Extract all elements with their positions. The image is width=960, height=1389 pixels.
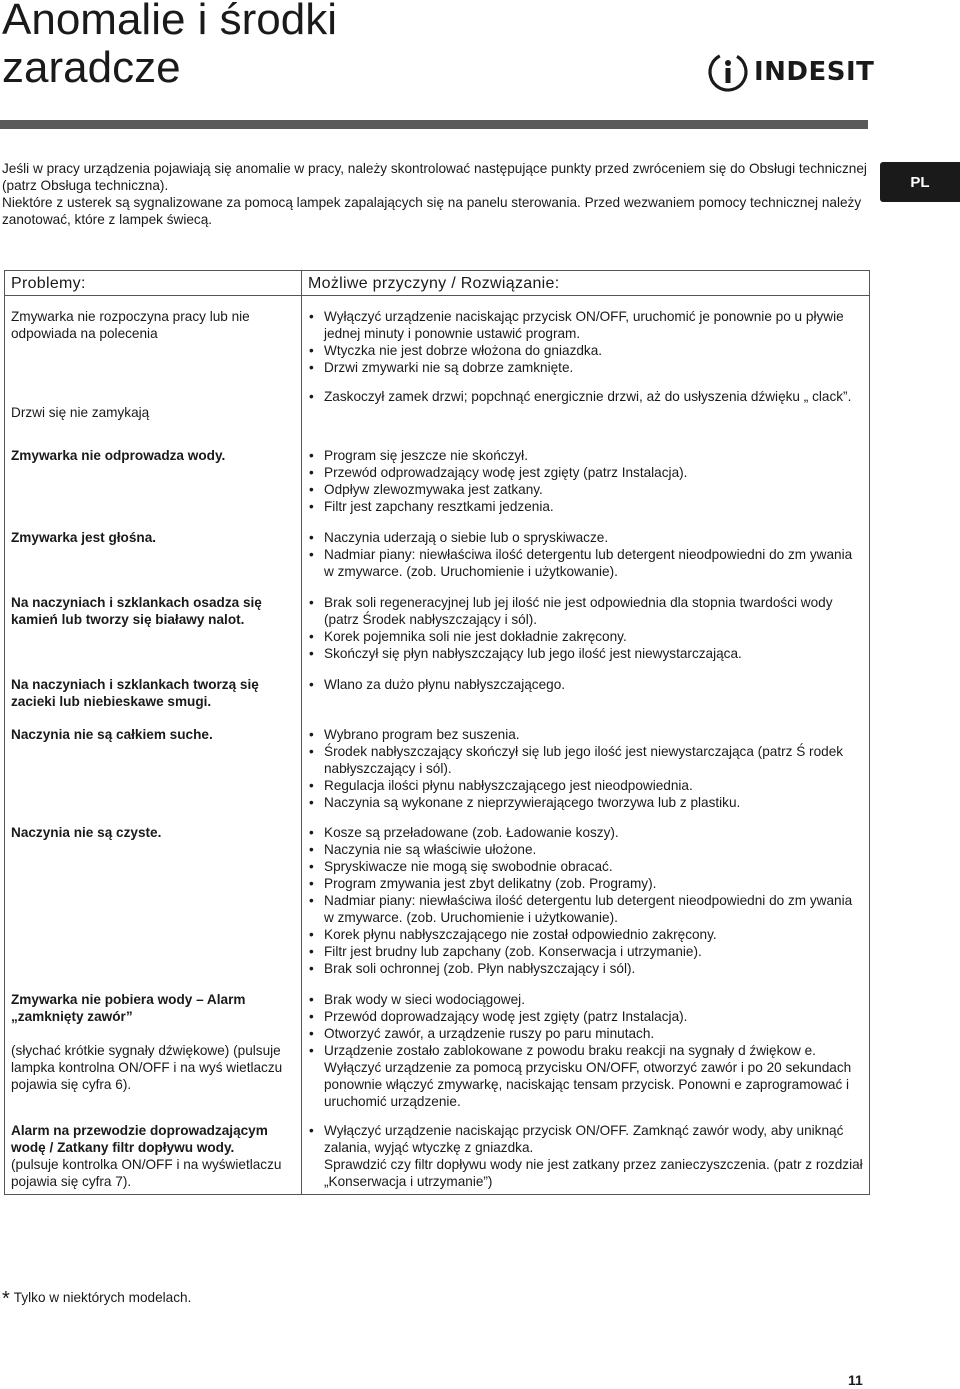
problem-cell [5, 714, 302, 812]
brand-name: INDESIT [754, 57, 875, 87]
solution-cell [302, 376, 870, 435]
intro-paragraph: Niektóre z usterek są sygnalizowane za pomocą lampek zapalających się na panelu sterowania. Przed wezwaniem pomocy technicznej należy zanotować, które z lampek świecą. [2, 195, 862, 227]
table-row [5, 977, 870, 1110]
solution-item: • Regulacja ilości płynu nabłyszczającego jest nieodpowiednia. [308, 777, 863, 794]
problem-cell [5, 812, 302, 977]
intro-text [2, 160, 872, 228]
solution-item: • Odpływ zlewozmywaka jest zatkany. [308, 481, 863, 498]
solution-item: • Przewód odprowadzający wodę jest zgięty (patrz Instalacja). [308, 464, 863, 481]
problem-text: Na naczyniach i szklankach osadza się kamień lub tworzy się białawy nalot. [11, 595, 262, 627]
solution-item: • Drzwi zmywarki nie są dobrze zamknięte. [308, 359, 863, 376]
solution-item: Sprawdzić czy filtr dopływu wody nie jest zatkany przez zanieczyszczenia. (patr z rozdział „Konserwacja i utrzymanie”) [324, 1157, 863, 1189]
page-title [2, 0, 337, 92]
solution-item: • Filtr jest brudny lub zapchany (zob. Konserwacja i utrzymanie). [308, 943, 863, 960]
solution-cell [302, 435, 870, 517]
problem-text: Naczynia nie są całkiem suche. [11, 727, 213, 742]
header-divider [0, 120, 868, 129]
troubleshooting-table [4, 270, 870, 1195]
solution-cell [302, 714, 870, 812]
table-row [5, 580, 870, 662]
table-row [5, 376, 870, 435]
column-header-solutions: Możliwe przyczyny / Rozwiązanie: [302, 271, 870, 296]
page-title-line-1: Anomalie i środki [2, 0, 338, 44]
solution-item: • Brak wody w sieci wodociągowej. [308, 991, 863, 1008]
problem-cell [5, 580, 302, 662]
indesit-logo-icon [706, 50, 750, 94]
problem-text: Naczynia nie są czyste. [11, 825, 162, 840]
table-row [5, 435, 870, 517]
solution-item: • Brak soli regeneracyjnej lub jej ilość nie jest odpowiednia dla stopnia twardości wody (patrz Środek nabłyszczający i sól). [308, 594, 863, 628]
solution-item: • Naczynia uderzają o siebie lub o spryskiwacze. [308, 529, 863, 546]
problem-cell [5, 1110, 302, 1194]
solution-item: • Program się jeszcze nie skończył. [308, 447, 863, 464]
solution-item: • Brak soli ochronnej (zob. Płyn nabłyszczający i sól). [308, 960, 863, 977]
solution-cell [302, 977, 870, 1110]
solution-item: • Program zmywania jest zbyt delikatny (zob. Programy). [308, 875, 863, 892]
intro-paragraph: Jeśli w pracy urządzenia pojawiają się anomalie w pracy, należy skontrolować następujące punkty przed zwróceniem się do Obsługi technicznej (patrz Obsługa techniczna). [2, 161, 867, 193]
footnote-asterisk: * [2, 1288, 10, 1310]
solution-item: • Urządzenie zostało zablokowane z powodu braku reakcji na sygnały d źwiękow e. Wyłączyć urządzenie za pomocą przycisku ON/OFF, otworzyć zawór i po 20 sekundach ponownie włączyć zmywarkę, naciskając tensam przycisk. Ponowni e zaprogramować i uruchomić urządzenie. [308, 1042, 863, 1110]
brand-logo [706, 50, 874, 94]
table-row [5, 662, 870, 714]
problem-text: Zmywarka jest głośna. [11, 530, 157, 545]
solution-item: • Korek pojemnika soli nie jest dokładnie zakręcony. [308, 628, 863, 645]
problem-cell [5, 376, 302, 435]
problem-text: Na naczyniach i szklankach tworzą się zacieki lub niebieskawe smugi. [11, 677, 259, 709]
solution-cell [302, 1110, 870, 1194]
solution-cell [302, 662, 870, 714]
problem-text: Zmywarka nie odprowadza wody. [11, 448, 226, 463]
column-header-problems: Problemy: [5, 271, 302, 296]
footnote [2, 1288, 191, 1311]
page-title-line-2: zaradcze [2, 43, 181, 92]
solution-cell [302, 296, 870, 377]
problem-cell [5, 977, 302, 1110]
table-row [5, 296, 870, 377]
solution-item: • Naczynia nie są właściwie ułożone. [308, 841, 863, 858]
solution-cell [302, 580, 870, 662]
solution-item: • Wybrano program bez suszenia. [308, 726, 863, 743]
problem-text: Drzwi się nie zamykają [11, 405, 150, 420]
problem-text: (słychać krótkie sygnały dźwiękowe) (pulsuje lampka kontrolna ON/OFF i na wyś wietlaczu pojawia się cyfra 6). [11, 1043, 283, 1092]
solution-item: • Wyłączyć urządzenie naciskając przycisk ON/OFF, uruchomić je ponownie po u pływie jednej minuty i ponownie ustawić program. [308, 308, 863, 342]
solution-item: • Środek nabłyszczający skończył się lub jego ilość jest niewystarczająca (patrz Ś rodek nabłyszczający i sól). [308, 743, 863, 777]
problem-text: (pulsuje kontrolka ON/OFF i na wyświetlaczu pojawia się cyfra 7). [11, 1157, 282, 1189]
problem-cell [5, 296, 302, 377]
problem-cell [5, 662, 302, 714]
solution-cell [302, 517, 870, 580]
problem-text: Zmywarka nie rozpoczyna pracy lub nie odpowiada na polecenia [11, 309, 250, 341]
table-row [5, 1110, 870, 1194]
solution-item: • Filtr jest zapchany resztkami jedzenia. [308, 498, 863, 515]
solution-item: • Przewód doprowadzający wodę jest zgięty (patrz Instalacja). [308, 1008, 863, 1025]
solution-item: • Naczynia są wykonane z nieprzywierającego tworzywa lub z plastiku. [308, 794, 863, 811]
solution-item: • Nadmiar piany: niewłaściwa ilość detergentu lub detergent nieodpowiedni do zm ywania w zmywarce. (zob. Uruchomienie i użytkowanie). [308, 892, 863, 926]
problem-text: Zmywarka nie pobiera wody – Alarm „zamknięty zawór” [11, 992, 246, 1024]
solution-item: • Nadmiar piany: niewłaściwa ilość detergentu lub detergent nieodpowiedni do zm ywania w zmywarce. (zob. Uruchomienie i użytkowanie). [308, 546, 863, 580]
solution-item: • Otworzyć zawór, a urządzenie ruszy po paru minutach. [308, 1025, 863, 1042]
solution-item: • Zaskoczył zamek drzwi; popchnąć energicznie drzwi, aż do usłyszenia dźwięku „ clack”. [308, 388, 863, 405]
solution-item: • Wyłączyć urządzenie naciskając przycisk ON/OFF. Zamknąć zawór wody, aby uniknąć zalania, wyjąć wtyczkę z gniazdka. [308, 1122, 863, 1156]
solution-item: • Wtyczka nie jest dobrze włożona do gniazdka. [308, 342, 863, 359]
solution-item: • Spryskiwacze nie mogą się swobodnie obracać. [308, 858, 863, 875]
table-row [5, 812, 870, 977]
problem-cell [5, 517, 302, 580]
solution-item: • Korek płynu nabłyszczającego nie został odpowiednio zakręcony. [308, 926, 863, 943]
solution-item: • Wlano za dużo płynu nabłyszczającego. [308, 676, 863, 693]
table-row [5, 517, 870, 580]
problem-cell [5, 435, 302, 517]
language-tab: PL [880, 162, 960, 202]
solution-item: • Kosze są przeładowane (zob. Ładowanie koszy). [308, 824, 863, 841]
footnote-text: Tylko w niektórych modelach. [13, 1290, 192, 1305]
problem-text: Alarm na przewodzie doprowadzającym wodę / Zatkany filtr dopływu wody. [11, 1123, 268, 1155]
solution-item: • Skończył się płyn nabłyszczający lub jego ilość jest niewystarczająca. [308, 645, 863, 662]
table-row [5, 714, 870, 812]
page-number: 11 [848, 1372, 863, 1388]
solution-cell [302, 812, 870, 977]
